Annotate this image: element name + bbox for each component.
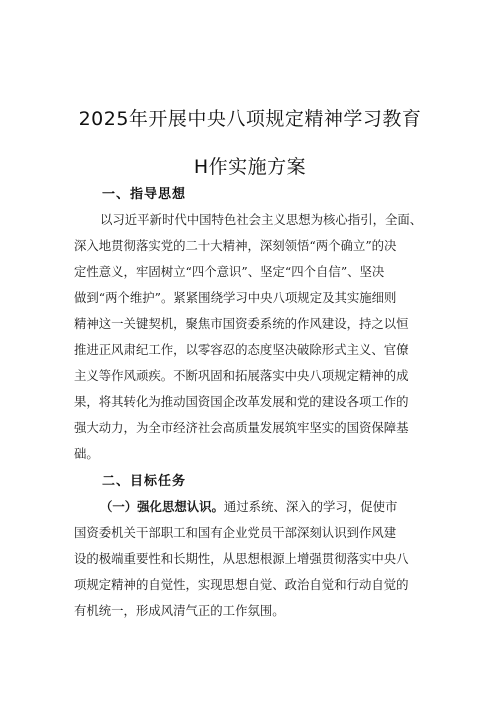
paragraph-line: 做到“两个维护”。紧紧围绕学习中央八项规定及其实施细则 (74, 290, 397, 305)
paragraph-line: 以习近平新时代中国特色社会主义思想为核心指引，全面、 (100, 212, 423, 227)
paragraph-line: 础。 (74, 446, 99, 461)
paragraph-line: 果，将其转化为推动国资国企改革发展和党的建设各项工作的 (74, 394, 409, 409)
subsection-first-line (100, 497, 434, 515)
section-heading-guiding-ideology: 一、指导思想 (102, 187, 187, 202)
paragraph-line: 主义等作风顽疾。不断巩固和拓展落实中央八项规定精神的成 (74, 368, 409, 383)
subsection-first-text: 通过系统、深入的学习，促使市 (223, 499, 398, 514)
paragraph-line: 深入地贯彻落实党的二十大精神，深刻领悟“两个确立”的决 (74, 238, 397, 253)
paragraph-line: 推进正风肃纪工作，以零容忍的态度坚决破除形式主义、官僚 (74, 342, 409, 357)
paragraph-line: 有机统一，形成风清气正的工作氛围。 (74, 603, 285, 618)
paragraph-line: 设的极端重要性和长期性，从思想根源上增强贯彻落实中央八 (74, 551, 409, 566)
paragraph-line: 项规定精神的自觉性，实现思想自觉、政治自觉和行动自觉的 (74, 577, 409, 592)
paragraph-line: 精神这一关键契机，聚焦市国资委系统的作风建设，持之以恒 (74, 316, 409, 331)
paragraph-line: 定性意义，牢固树立“四个意识”、坚定“四个自信”、坚决 (74, 264, 385, 279)
subsection-label-strengthen-thinking: （一）强化思想认识。 (100, 499, 224, 514)
paragraph-line: 强大动力，为全市经济社会高质量发展筑牢坚实的国资保障基 (74, 420, 409, 435)
section-heading-goals-tasks: 二、目标任务 (102, 474, 187, 489)
document-title-line-1: 2025年开展中央八项规定精神学习教育 (78, 108, 422, 130)
document-title-line-2: H作实施方案 (193, 156, 307, 178)
paragraph-line: 国资委机关干部职工和国有企业党员干部深刻认识到作风建 (74, 525, 397, 540)
